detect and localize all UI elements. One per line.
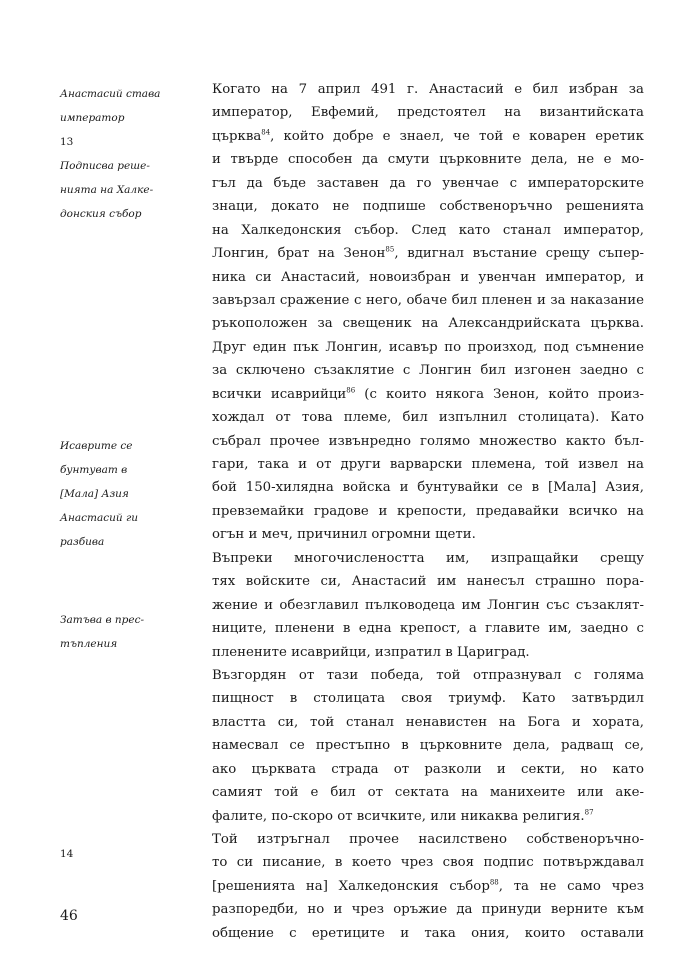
body-line-text: ника си Анастасий, новоизбран и увенчан император, и — [212, 269, 644, 285]
margin-note-line: император — [60, 112, 125, 124]
body-line-text: тях войските си, Анастасий им нанесъл страшно пора- — [212, 574, 644, 590]
margin-note-line: тъпления — [60, 638, 118, 650]
page-number: 46 — [60, 908, 78, 924]
body-line — [212, 242, 644, 265]
body-line — [212, 523, 644, 546]
margin-number: 13 — [60, 136, 74, 148]
body-line-text: общение с еретиците и така ония, които оставали — [212, 925, 644, 941]
body-line-text: , който добре е знаел, че той е коварен еретик — [270, 128, 644, 144]
body-line — [212, 570, 644, 593]
body-line — [212, 172, 644, 195]
body-line — [212, 336, 644, 359]
body-line — [212, 734, 644, 757]
body-line-text: намесвал се престъпно в църковните дела, радващ се, — [212, 738, 644, 754]
margin-note-line: донския събор — [60, 208, 142, 220]
body-line-text: всички исаврийци — [212, 386, 347, 402]
body-line-text: , вдигнал въстание срещу съпер- — [394, 246, 644, 262]
body-line — [212, 617, 644, 640]
body-line — [212, 219, 644, 242]
body-line — [212, 312, 644, 335]
body-line — [212, 781, 644, 804]
margin-note-sinks-in-crimes — [60, 608, 185, 656]
margin-note-line: Исаврите се — [60, 440, 133, 452]
body-line-text: (с които някога Зенон, който произ- — [355, 386, 644, 402]
body-line-text: Друг един пък Лонгин, исавър по произход, под съмнение — [212, 339, 644, 355]
body-line-text: разпоредби, но и чрез оръжие да принуди верните към — [212, 902, 644, 918]
footnote-marker[interactable]: 86 — [346, 386, 356, 395]
body-line — [212, 148, 644, 171]
footnote-marker[interactable]: 85 — [385, 245, 395, 254]
footnote-marker[interactable]: 84 — [261, 128, 271, 137]
body-line-text: пленените исаврийци, изпратил в Цариград. — [212, 644, 530, 660]
body-line — [212, 875, 644, 898]
body-line-text: завързал сражение с него, обаче бил пленен и за наказание — [212, 292, 644, 308]
body-line-text: превземайки градове и крепости, предавайки всичко на — [212, 503, 644, 519]
margin-note-line: разбива — [60, 536, 105, 548]
body-line-text: ако църквата страда от разколи и секти, но като — [212, 761, 644, 777]
body-line-text: на Халкедонския събор. След като станал император, — [212, 222, 644, 238]
body-line — [212, 687, 644, 710]
body-line-text: гъл да бъде заставен да го увенчае с императорските — [212, 175, 644, 191]
body-line — [212, 430, 644, 453]
body-line — [212, 594, 644, 617]
body-line-text: фалите, по-скоро от всичките, или никаква религия. — [212, 808, 585, 824]
body-line — [212, 125, 644, 148]
footnote-marker[interactable]: 88 — [489, 878, 499, 887]
body-line — [212, 641, 644, 664]
body-line-text: пищност в столицата своя триумф. Като затвърдил — [212, 691, 644, 707]
body-line — [212, 101, 644, 124]
body-line-text: Възгордян от тази победа, той отпразнувал с голяма — [212, 667, 644, 683]
body-line-text: Лонгин, брат на Зенон — [212, 246, 386, 262]
body-line-text: гари, така и от други варварски племена, той извел на — [212, 457, 644, 472]
body-line-text: хождал от това племе, бил изпълнил столицата). Като — [212, 410, 644, 426]
margin-note-isaurians-revolt — [60, 434, 185, 554]
margin-note-line: бунтуват в — [60, 464, 128, 476]
body-line-text: събрал прочее извънредно голямо множество както бъл- — [212, 433, 644, 449]
body-line-text: църква — [212, 128, 262, 144]
margin-note-line: Анастасий ги — [60, 512, 139, 524]
margin-note-line: Подписва реше- — [60, 160, 150, 172]
body-line — [212, 805, 644, 828]
body-line — [212, 851, 644, 874]
body-line — [212, 922, 644, 945]
body-line — [212, 195, 644, 218]
body-line — [212, 406, 644, 429]
body-line-text: Въпреки многочислеността им, изпращайки срещу — [212, 550, 644, 566]
margin-note-line: Анастасий става — [60, 88, 161, 100]
body-line — [212, 758, 644, 781]
body-text — [212, 78, 644, 945]
body-line — [212, 453, 644, 476]
body-line-text: знаци, докато не подпише собственоръчно решенията — [212, 199, 644, 215]
margin-note-line: Затъва в прес- — [60, 614, 145, 626]
body-line — [212, 359, 644, 382]
body-line-text: Когато на 7 април 491 г. Анастасий е бил избран за — [212, 82, 644, 97]
body-line-text: ръкоположен за свещеник на Александрийската църква. — [212, 316, 644, 332]
body-line-text: за сключено съзаклятие с Лонгин бил изгонен заедно с — [212, 363, 644, 379]
margin-note-line: нията на Халке- — [60, 184, 154, 196]
body-line — [212, 289, 644, 312]
body-line — [212, 898, 644, 921]
body-line — [212, 476, 644, 499]
body-line-text: ниците, пленени в една крепост, а главите им, заедно с — [212, 621, 644, 637]
body-line-text: Той изтръгнал прочее насилствено собственоръчно- — [212, 832, 644, 847]
body-line-text: жение и обезглавил пълководеца им Лонгин със съзаклят- — [212, 597, 644, 613]
body-line — [212, 664, 644, 687]
footnote-marker[interactable]: 87 — [584, 808, 594, 817]
body-line-text: и твърде способен да смути църковните дела, не е мо- — [212, 152, 644, 168]
margin-note-line: [Мала] Азия — [60, 488, 129, 500]
body-line-text: [решенията на] Халкедонския събор — [212, 878, 490, 894]
body-line — [212, 547, 644, 570]
body-line-text: император, Евфемий, предстоятел на византийската — [212, 105, 644, 121]
body-line — [212, 828, 644, 851]
body-line-text: бой 150-хилядна войска и бунтувайки се в [Мала] Азия, — [212, 480, 644, 496]
body-line — [212, 500, 644, 523]
body-line — [212, 78, 644, 101]
body-line — [212, 711, 644, 734]
margin-note-anastasii-becomes-emperor — [60, 82, 185, 130]
body-line — [212, 383, 644, 406]
body-line — [212, 266, 644, 289]
body-line-text: то си писание, в което чрез своя подпис потвърждавал — [212, 855, 644, 871]
margin-note-signs-decisions — [60, 154, 185, 226]
body-line-text: властта си, той станал ненавистен на Бога и хората, — [212, 714, 644, 730]
body-line-text: огън и меч, причинил огромни щети. — [212, 527, 476, 543]
body-line-text: самият той е бил от сектата на манихеите или аке- — [212, 785, 644, 801]
margin-number: 14 — [60, 848, 74, 860]
body-line-text: , та не само чрез — [498, 878, 644, 894]
